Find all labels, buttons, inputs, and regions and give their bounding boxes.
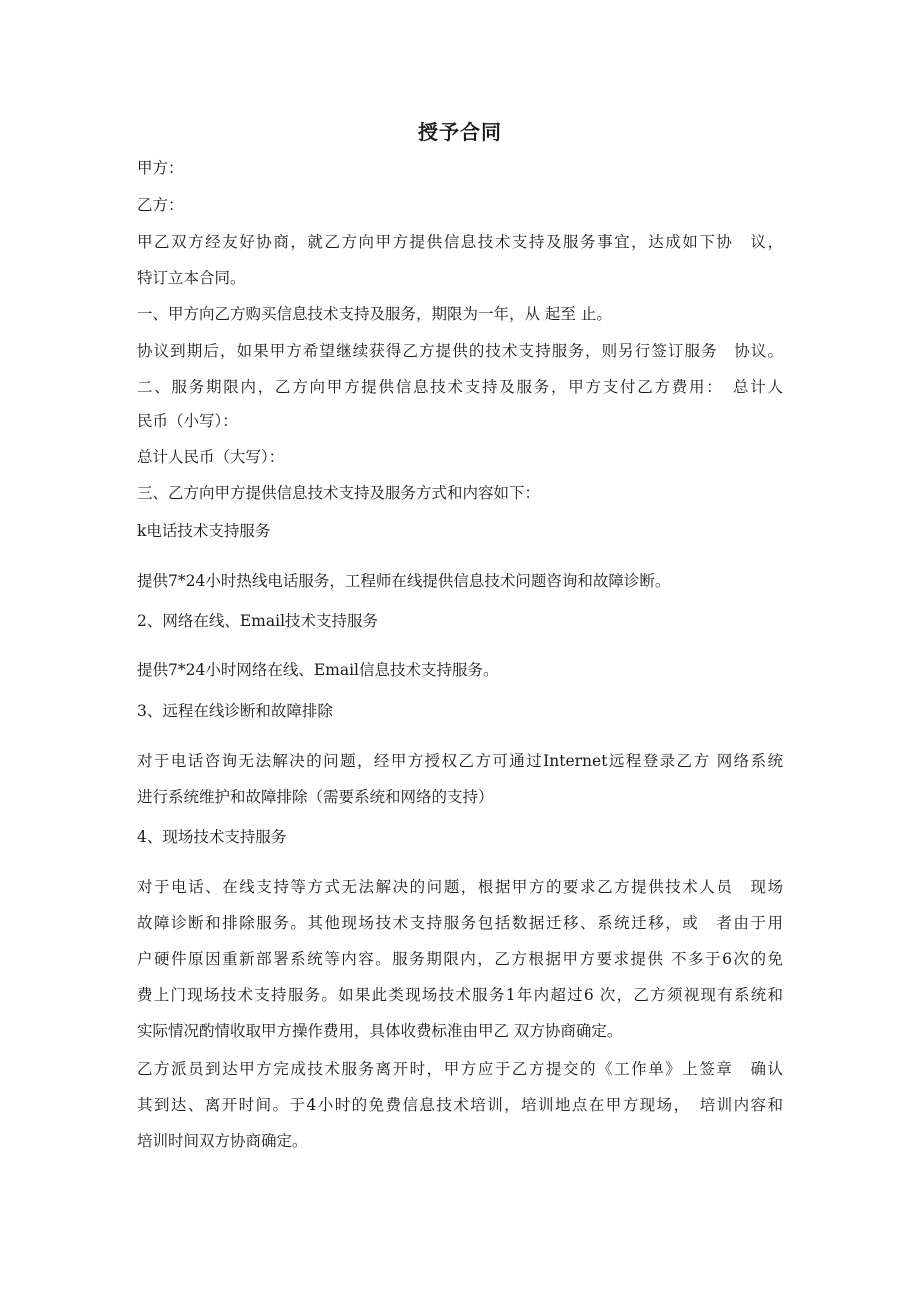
party-b-line: 乙方： [137,196,184,214]
clause-2-line-3: 总计人民币（大写）： [137,448,285,466]
renewal-line: 协议到期后，如果甲方希望继续获得乙方提供的技术支持服务，则另行签订服务 协议。 [137,342,783,360]
party-a-line: 甲方： [137,159,184,177]
item-1-body: 提供7*24小时热线电话服务，工程师在线提供信息技术问题咨询和故障诊断。 [137,572,671,590]
item-4-body-2: 故障诊断和排除服务。其他现场技术支持服务包括数据迁移、系统迁移，或 者由于用 [137,914,783,932]
work-order-line-3: 培训时间双方协商确定。 [137,1132,308,1150]
contract-title: 授予合同 [418,120,502,144]
item-4-body-1: 对于电话、在线支持等方式无法解决的问题，根据甲方的要求乙方提供技术人员 现场 [137,878,783,896]
item-4-body-5: 实际情况酌情收取甲方操作费用，具体收费标准由甲乙 双方协商确定。 [137,1022,623,1040]
item-4-heading: 4、现场技术支持服务 [137,828,287,846]
clause-2-line-1: 二、服务期限内，乙方向甲方提供信息技术支持及服务，甲方支付乙方费用： 总计人 [137,378,783,396]
item-4-body-3: 户硬件原因重新部署系统等内容。服务期限内，乙方根据甲方要求提供 不多于6次的免 [137,950,783,968]
intro-line-2: 特订立本合同。 [137,269,246,287]
item-1-heading: k电话技术支持服务 [137,522,271,540]
item-3-body-1: 对于电话咨询无法解决的问题，经甲方授权乙方可通过Internet远程登录乙方 网络系统 [137,752,783,770]
intro-line-1: 甲乙双方经友好协商，就乙方向甲方提供信息技术支持及服务事宜，达成如下协 议， [137,233,783,251]
item-3-body-2: 进行系统维护和故障排除（需要系统和网络的支持） [137,788,494,806]
clause-1-line: 一、甲方向乙方购买信息技术支持及服务，期限为一年，从 起至 止。 [137,305,612,323]
work-order-line-1: 乙方派员到达甲方完成技术服务离开时，甲方应于乙方提交的《工作单》上签章 确认 [137,1060,783,1078]
clause-3-line: 三、乙方向甲方提供信息技术支持及服务方式和内容如下： [137,484,541,502]
item-4-body-4: 费上门现场技术支持服务。如果此类现场技术服务1年内超过6 次，乙方须视现有系统和 [137,986,783,1004]
work-order-line-2: 其到达、离开时间。于4小时的免费信息技术培训，培训地点在甲方现场， 培训内容和 [137,1096,783,1114]
item-3-heading: 3、远程在线诊断和故障排除 [137,702,333,720]
item-2-body: 提供7*24小时网络在线、Email信息技术支持服务。 [137,661,499,679]
clause-2-line-2: 民币（小写）： [137,412,238,430]
item-2-heading: 2、网络在线、Email技术支持服务 [137,612,379,630]
